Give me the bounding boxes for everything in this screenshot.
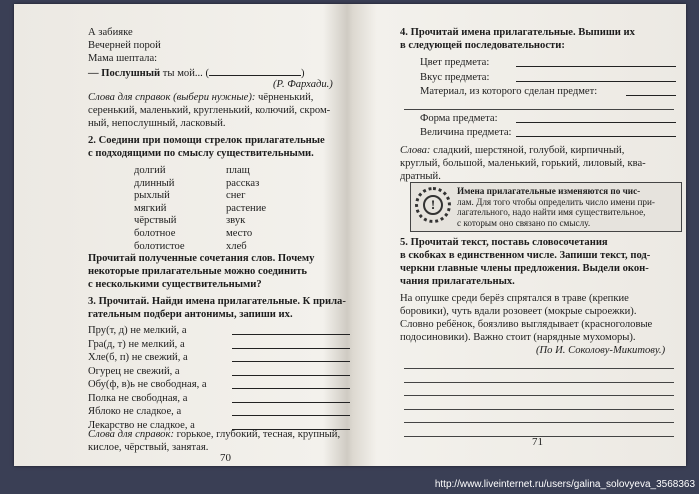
reference-label: Слова для справок (выбери нужные): <box>88 92 256 103</box>
answer-blank[interactable] <box>232 405 350 416</box>
adjective-word[interactable]: мягкий <box>134 202 167 214</box>
answer-blank[interactable] <box>232 324 350 335</box>
right-page <box>400 4 680 466</box>
antonym-prompt: Обу(ф, в)ь не свободная, а <box>88 379 207 390</box>
reference-label-2: Слова для справок: <box>88 429 174 440</box>
words-text: круглый, большой, маленький, горький, лиловый, ква- <box>400 158 646 169</box>
answer-blank[interactable] <box>232 378 350 389</box>
words-line <box>400 144 624 157</box>
adjective-word[interactable]: болотистое <box>134 240 185 252</box>
reference-text-2: горькое, глубокий, тесная, крупный, <box>173 429 341 440</box>
field-label: Вкус предмета: <box>420 72 490 83</box>
rule-note-line: лам. Для того чтобы определить число имени при- <box>457 196 655 207</box>
noun-word[interactable]: снег <box>226 190 246 202</box>
left-page <box>88 4 350 466</box>
watermark-url: http://www.liveinternet.ru/users/galina_solovyeva_3568363 <box>434 479 695 490</box>
reference-text-2: кислое, чёрствый, занятая. <box>88 442 209 453</box>
antonym-row <box>88 405 350 418</box>
exercise-3-title: 3. Прочитай. Найди имена прилагательные. К прила- <box>88 296 346 307</box>
noun-word[interactable]: место <box>226 228 253 239</box>
adjective-word[interactable]: длинный <box>134 177 175 189</box>
answer-blank[interactable] <box>209 65 301 76</box>
poem-last-close: ) <box>301 68 305 79</box>
reference-text: серенький, маленький, кругленький, колючий, скром- <box>88 105 331 116</box>
adjective-word[interactable]: рыхлый <box>134 190 170 202</box>
field-label: Величина предмета: <box>420 127 512 138</box>
antonym-prompt: Хле(б, п) не свежий, а <box>88 352 188 363</box>
writing-line[interactable] <box>404 409 674 410</box>
antonym-prompt: Яблоко не сладкое, а <box>88 406 182 417</box>
answer-blank[interactable] <box>232 351 350 362</box>
field-label: Форма предмета: <box>420 113 498 124</box>
poem-line: Вечерней порой <box>88 40 161 51</box>
exercise-5-title: 5. Прочитай текст, поставь словосочетания <box>400 237 608 248</box>
noun-word[interactable]: растение <box>226 202 267 214</box>
adjective-word[interactable]: долгий <box>134 165 166 176</box>
poem-last-suffix: ты мой... ( <box>160 68 209 79</box>
poem-line: А забияке <box>88 27 133 38</box>
rule-note-text <box>457 186 677 228</box>
writing-line[interactable] <box>404 395 674 396</box>
rule-note-line: лагательного, надо найти имя существительное, <box>457 207 646 217</box>
antonym-prompt: Лекарство не сладкое, а <box>88 419 195 431</box>
antonym-row <box>88 378 350 391</box>
exercise-4-field <box>420 126 676 139</box>
poem-line: Мама шептала: <box>88 53 158 64</box>
writing-line[interactable] <box>404 382 674 383</box>
adjective-word[interactable]: болотное <box>134 228 176 239</box>
noun-word[interactable]: хлеб <box>226 240 247 252</box>
exercise-4-field <box>420 85 676 98</box>
writing-line[interactable] <box>404 368 674 369</box>
exercise-2-question: некоторые прилагательные можно соединить <box>88 266 308 277</box>
antonym-row <box>88 392 350 405</box>
exercise-4-field <box>420 56 676 69</box>
exclamation-gear-icon <box>415 187 451 223</box>
answer-blank[interactable] <box>516 126 676 137</box>
answer-blank[interactable] <box>516 56 676 67</box>
exercise-5-text: подосиновики). Важно стоит (нарядные мухоморы). <box>400 332 636 343</box>
exercise-5-title: в скобках в единственном числе. Запиши текст, под- <box>400 250 651 261</box>
antonym-row <box>88 351 350 364</box>
field-label: Цвет предмета: <box>420 57 490 68</box>
antonym-prompt: Пру(т, д) не мелкий, а <box>88 325 187 336</box>
exercise-4-field <box>420 112 676 125</box>
noun-word[interactable]: рассказ <box>226 177 260 189</box>
exercise-4-title: в следующей последовательности: <box>400 40 565 51</box>
exercise-4-field <box>420 71 676 84</box>
noun-word[interactable]: плащ <box>226 165 250 176</box>
exercise-5-text: боровики), чуть вдали розовеет (мокрые сыроежки). <box>400 306 637 317</box>
noun-word[interactable]: звук <box>226 215 246 227</box>
reference-text: ный, непослушный, ласковый. <box>88 118 226 129</box>
page-number: 70 <box>220 452 231 464</box>
answer-blank[interactable] <box>232 365 350 376</box>
answer-blank[interactable] <box>516 71 676 82</box>
reference-words <box>88 91 313 104</box>
antonym-prompt: Полка не свободная, а <box>88 392 188 404</box>
rule-note-box <box>410 182 682 232</box>
open-book <box>14 4 686 466</box>
adjective-word[interactable]: чёрствый <box>134 215 177 227</box>
answer-line[interactable] <box>404 109 674 110</box>
exercise-2-title: 2. Соедини при помощи стрелок прилагательные <box>88 135 325 146</box>
words-text: сладкий, шерстяной, голубой, кирпичный, <box>430 145 625 156</box>
answer-blank[interactable] <box>232 392 350 403</box>
answer-blank[interactable] <box>516 112 676 123</box>
reference-words-2 <box>88 428 340 441</box>
antonym-row <box>88 338 350 351</box>
words-label: Слова: <box>400 145 431 156</box>
exercise-5-title: чания прилагательных. <box>400 276 515 287</box>
poem-author: (Р. Фархади.) <box>273 79 333 90</box>
exercise-2-question: с несколькими существительными? <box>88 279 262 290</box>
exclamation-icon: ! <box>423 195 443 215</box>
antonym-row <box>88 324 350 337</box>
poem-last-prefix: — Послушный <box>88 68 161 79</box>
exercise-2-title: с подходящими по смыслу существительными. <box>88 148 314 159</box>
rule-note-line: с которым оно связано по смыслу. <box>457 217 591 228</box>
writing-line[interactable] <box>404 422 674 423</box>
exercise-5-title: черкни главные члены предложения. Выдели окон- <box>400 263 649 274</box>
field-label: Материал, из которого сделан предмет: <box>420 86 598 97</box>
exercise-5-author: (По И. Соколову-Микитову.) <box>536 345 666 356</box>
exercise-4-title: 4. Прочитай имена прилагательные. Выпиши их <box>400 27 635 38</box>
antonym-prompt: Огурец не свежий, а <box>88 365 180 377</box>
exercise-2-question: Прочитай полученные сочетания слов. Почему <box>88 253 315 264</box>
reference-text: чёрненький, <box>255 92 314 103</box>
antonym-prompt: Гра(д, т) не мелкий, а <box>88 338 185 350</box>
exercise-3-title: гательным подбери антонимы, запиши их. <box>88 309 293 320</box>
exercise-5-text: Словно ребёнок, боязливо выглядывает (красноголовые <box>400 319 653 330</box>
answer-blank[interactable] <box>232 338 350 349</box>
antonym-row <box>88 365 350 378</box>
words-text: дратный. <box>400 171 441 182</box>
page-number: 71 <box>532 436 543 448</box>
exercise-5-text: На опушке среди берёз спрятался в траве (крепкие <box>400 293 629 304</box>
rule-note-bold: Имена прилагательные изменяются по чис- <box>457 186 641 196</box>
answer-blank[interactable] <box>626 85 676 96</box>
